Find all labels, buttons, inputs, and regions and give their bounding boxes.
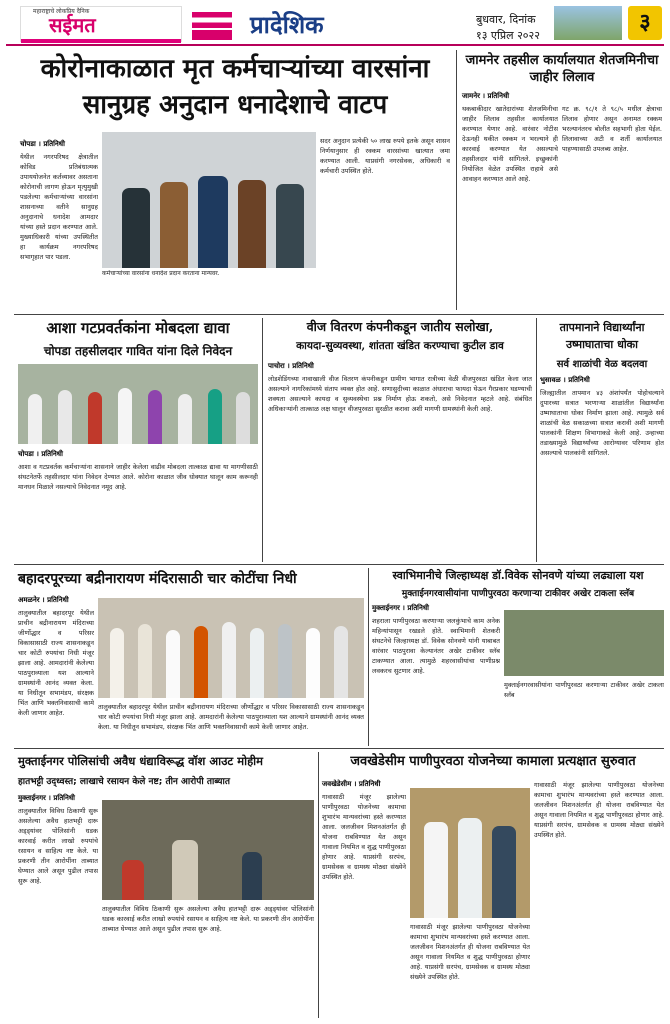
article-3-body: आशा व गटप्रवर्तक कर्मचाऱ्यांना शासनाने जाहीर केलेला वाढीव मोबदला तात्काळ द्यावा या मागणीसाठी संघटनेतर्फे तहसीलदार यांना निवेदन देण्यात आले. कोरोना काळात जीव धोक्यात घालून काम करूनही मानधन मिळाले नसल्याचे निवेदनात नमूद आहे. xyxy=(18,463,258,491)
article-2-body-continued: गट क्र. ९८/१ ते ९८/५ मधील क्षेत्राचा लिलाव होणार असून अनामत रक्कम भरल्यानंतरच बोलीत सहभागी होता येईल. लिलावाच्या अटी व शर्ती कार्यालयात पाहण्यासाठी उपलब्ध आहेत. xyxy=(562,105,662,153)
article-9-body-continued: गावासाठी मंजूर झालेल्या पाणीपुरवठा योजनेच्या कामाचा शुभारंभ मान्यवरांच्या हस्ते करण्यात आला. जलजीवन मिशनअंतर्गत ही योजना राबविण्यात येत असून गावाला नियमित व शुद्ध पाणीपुरवठा होणार आहे. याप्रसंगी सरपंच, ग्रामसेवक व ग्रामस्थ मोठ्या संख्येने उपस्थित होते. xyxy=(534,781,664,839)
article-7-headline: स्वाभिमानीचे जिल्हाध्यक्ष डॉ.विवेक सोनवणे यांच्या लढ्याला यश xyxy=(392,569,644,582)
article-3-subhead: चोपडा तहसीलदार गावित यांना दिले निवेदन xyxy=(43,344,233,358)
masthead-photo xyxy=(554,6,622,40)
article-5-subhead: सर्व शाळांची वेळ बदलवा xyxy=(556,359,648,370)
article-3-byline: चोपडा । प्रतिनिधी xyxy=(18,450,63,458)
article-8-photo xyxy=(102,800,314,900)
article-1-headline: सानुग्रह अनुदान धनादेशाचे वाटप xyxy=(82,90,388,120)
article-2-byline: जामनेर । प्रतिनिधी xyxy=(462,92,510,100)
masthead-rule xyxy=(6,44,664,46)
article-3-headline: आशा गटप्रवर्तकांना मोबदला द्यावा xyxy=(46,319,230,337)
article-1-body-continued: सदर अनुदान प्रत्येकी ५० लाख रुपये इतके असून शासन निर्णयानुसार ही रक्कम वारसांच्या खात्यात जमा करण्यात आली. याप्रसंगी नगरसेवक, अधिकारी व कर्मचारी उपस्थित होते. xyxy=(320,137,450,175)
column-divider xyxy=(456,50,457,310)
article-9-photo xyxy=(410,788,530,918)
column-divider xyxy=(536,318,537,562)
article-6-body: तालुक्यातील बहादरपूर येथील प्राचीन बद्रीनारायण मंदिराच्या जीर्णोद्धार व परिसर विकासासाठी राज्य शासनाकडून चार कोटी रुपयांचा निधी मंजूर झाला आहे. आमदारांनी केलेल्या पाठपुराव्याला यश आल्याने ग्रामस्थांनी आनंद व्यक्त केला. या निधीतून सभामंडप, संरक्षक भिंत आणि भक्तनिवासाची कामे केली जाणार आहेत. xyxy=(18,609,94,717)
article-5-body: जिल्ह्यातील तापमान ४३ अंशांपर्यंत पोहोचल्याने दुपारच्या सत्रात भरणाऱ्या शाळांतील विद्यार्थ्यांना उष्माघाताचा धोका निर्माण झाला आहे. त्यामुळे सर्व शाळांची वेळ सकाळच्या सत्रात करावी अशी मागणी पालकांनी शिक्षण विभागाकडे केली आहे. उन्हाच्या तडाख्यामुळे विद्यार्थ्यांच्या आरोग्यावर परिणाम होत असल्याचे पालकांनी सांगितले. xyxy=(540,389,664,457)
article-1-body: येथील नगरपरिषद क्षेत्रातील कोविड प्रतिबंधात्मक उपाययोजनेत कर्तव्यावर असताना कोरोनाची लागण होऊन मृत्युमुखी पडलेल्या कर्मचाऱ्यांच्या वारसांना शासनाच्या वतीने सानुग्रह अनुदानाचे धनादेश आमदार यांच्या हस्ते प्रदान करण्यात आले. मुख्याधिकारी यांच्या उपस्थितीत हा कार्यक्रम नगरपरिषद सभागृहात पार पडला. xyxy=(20,153,98,261)
article-6-headline: बहादरपूरच्या बद्रीनारायण मंदिरासाठी चार कोटींचा निधी xyxy=(18,571,297,587)
article-3-photo xyxy=(18,364,258,444)
article-8-body: तालुक्यातील विविध ठिकाणी सुरू असलेल्या अवैध हातभट्टी दारू अड्ड्यांवर पोलिसांनी धडक कारवाई करीत लाखो रुपयांचे रसायन व साहित्य नष्ट केले. या प्रकरणी तीन आरोपींना ताब्यात घेण्यात आले असून पुढील तपास सुरू आहे. xyxy=(18,807,98,885)
article-4-byline: पाचोरा । प्रतिनिधी xyxy=(268,362,314,370)
article-8-headline: मुक्ताईनगर पोलिसांची अवैध धंद्याविरूद्ध वॉश आउट मोहीम xyxy=(18,754,264,768)
article-9-body: गावासाठी मंजूर झालेल्या पाणीपुरवठा योजनेच्या कामाचा शुभारंभ मान्यवरांच्या हस्ते करण्यात आला. जलजीवन मिशनअंतर्गत ही योजना राबविण्यात येत असून गावाला नियमित व शुद्ध पाणीपुरवठा होणार आहे. याप्रसंगी सरपंच, ग्रामसेवक व ग्रामस्थ मोठ्या संख्येने उपस्थित होते. xyxy=(322,793,406,881)
article-4-headline: वीज वितरण कंपनीकडून जातीय सलोखा, xyxy=(306,319,494,334)
article-7-body: शहराला पाणीपुरवठा करणाऱ्या जलकुंभाचे काम अनेक महिन्यांपासून रखडले होते. स्वाभिमानी शेतकरी संघटनेचे जिल्हाध्यक्ष डॉ. विवेक सोनवणे यांनी याबाबत वारंवार पाठपुरावा केल्यानंतर अखेर टाकीवर स्लॅब टाकण्यात आला. त्यामुळे शहरवासीयांचा पाणीप्रश्न लवकरच सुटणार आहे. xyxy=(372,617,500,675)
article-8-body-continued: तालुक्यातील विविध ठिकाणी सुरू असलेल्या अवैध हातभट्टी दारू अड्ड्यांवर पोलिसांनी धडक कारवाई करीत लाखो रुपयांचे रसायन व साहित्य नष्ट केले. या प्रकरणी तीन आरोपींना ताब्यात घेण्यात आले असून पुढील तपास सुरू आहे. xyxy=(102,905,314,933)
column-divider xyxy=(262,318,263,562)
article-5-headline: उष्माघाताचा धोका xyxy=(566,338,638,351)
newspaper-logo xyxy=(20,6,182,42)
article-7-body-continued: मुक्ताईनगरवासीयांना पाणीपुरवठा करणाऱ्या टाकीवर अखेर टाकला स्लॅब xyxy=(504,681,664,699)
article-6-body-continued: तालुक्यातील बहादरपूर येथील प्राचीन बद्रीनारायण मंदिराच्या जीर्णोद्धार व परिसर विकासासाठी राज्य शासनाकडून चार कोटी रुपयांचा निधी मंजूर झाला आहे. आमदारांनी केलेल्या पाठपुराव्याला यश आल्याने ग्रामस्थांनी आनंद व्यक्त केला. या निधीतून सभामंडप, संरक्षक भिंत आणि भक्तनिवासाची कामे केली जाणार आहेत. xyxy=(98,703,364,731)
decorative-stripe xyxy=(192,30,232,40)
article-2-headline: जामनेर तहसील कार्यालयात शेतजमिनीचा जाहीर लिलाव xyxy=(465,53,659,85)
article-9-body-continued: गावासाठी मंजूर झालेल्या पाणीपुरवठा योजनेच्या कामाचा शुभारंभ मान्यवरांच्या हस्ते करण्यात आला. जलजीवन मिशनअंतर्गत ही योजना राबविण्यात येत असून गावाला नियमित व शुद्ध पाणीपुरवठा होणार आहे. याप्रसंगी सरपंच, ग्रामसेवक व ग्रामस्थ मोठ्या संख्येने उपस्थित होते. xyxy=(410,923,530,981)
date: १३ एप्रिल २०२२ xyxy=(476,29,540,42)
decorative-stripe xyxy=(192,12,232,28)
column-divider xyxy=(318,752,319,1018)
page-number-badge: ३ xyxy=(628,6,662,40)
article-1-headline: कोरोनाकाळात मृत कर्मचाऱ्यांच्या वारसांना xyxy=(40,54,430,84)
article-2-body: थकबाकीदार खातेदारांच्या शेतजमिनीचा जाहीर लिलाव तहसील कार्यालयात करण्यात येणार आहे. वारंवार नोटीस देऊनही थकीत रक्कम न भरल्याने ही कारवाई करण्यात येत असल्याचे तहसीलदार यांनी सांगितले. इच्छुकांनी नियोजित वेळेत उपस्थित राहावे असे आवाहन करण्यात आले आहे. xyxy=(462,105,558,183)
article-7-byline: मुक्ताईनगर । प्रतिनिधी xyxy=(372,604,429,612)
section-title: प्रादेशिक xyxy=(250,10,324,39)
article-6-byline: अमळनेर । प्रतिनिधी xyxy=(18,596,69,604)
article-5-byline: भुसावळ । प्रतिनिधी xyxy=(540,376,590,384)
weekday: बुधवार, दिनांक xyxy=(476,13,536,26)
article-8-subhead: हातभट्टी उद्ध्वस्त; लाखाचे रसायन केले नष्ट; तीन आरोपी ताब्यात xyxy=(18,777,230,787)
section-divider xyxy=(14,748,664,749)
article-1-byline: चोपडा । प्रतिनिधी xyxy=(20,140,65,148)
article-1-photo xyxy=(102,132,316,268)
article-4-body: लोडशेडिंगच्या नावाखाली वीज वितरण कंपनीकडून ग्रामीण भागात रात्रीच्या वेळी वीजपुरवठा खंडित केला जात असल्याने नागरिकांमध्ये संताप व्यक्त होत आहे. सणासुदीच्या काळात अंधाराचा फायदा घेऊन गैरप्रकार घडण्याची शक्यता असल्याने कायदा व सुव्यवस्थेचा प्रश्न निर्माण होऊ शकतो, असे निवेदनात म्हटले आहे. संबंधित अधिकाऱ्यांनी तात्काळ लक्ष घालून वीजपुरवठा सुरळीत करावा अशी मागणी ग्रामस्थांनी केली आहे. xyxy=(268,375,532,413)
logo-tagline: महाराष्ट्राचे लोकप्रिय दैनिक xyxy=(33,8,90,15)
newspaper-name: सईमत xyxy=(49,13,96,37)
article-6-photo xyxy=(98,598,364,698)
article-1-caption: कर्मचाऱ्यांच्या वारसांना धनादेश प्रदान करताना मान्यवर. xyxy=(102,270,220,277)
article-9-byline: जवखेडेसीम । प्रतिनिधी xyxy=(322,780,381,788)
article-5-headline: तापमानाने विद्यार्थ्यांना xyxy=(559,321,645,334)
article-7-photo xyxy=(504,610,664,676)
article-9-headline: जवखेडेसीम पाणीपुरवठा योजनेच्या कामाला प्रत्यक्षात सुरुवात xyxy=(350,754,636,769)
article-4-headline: कायदा-सुव्यवस्था, शांतता खंडित करण्याचा कुटील डाव xyxy=(296,340,504,352)
section-divider xyxy=(14,314,664,315)
article-7-subhead: मुक्ताईनगरवासीयांना पाणीपुरवठा करणाऱ्या टाकीवर अखेर टाकला स्लॅब xyxy=(401,589,635,599)
article-8-byline: मुक्ताईनगर । प्रतिनिधी xyxy=(18,794,75,802)
column-divider xyxy=(368,568,369,746)
section-divider xyxy=(14,564,664,565)
